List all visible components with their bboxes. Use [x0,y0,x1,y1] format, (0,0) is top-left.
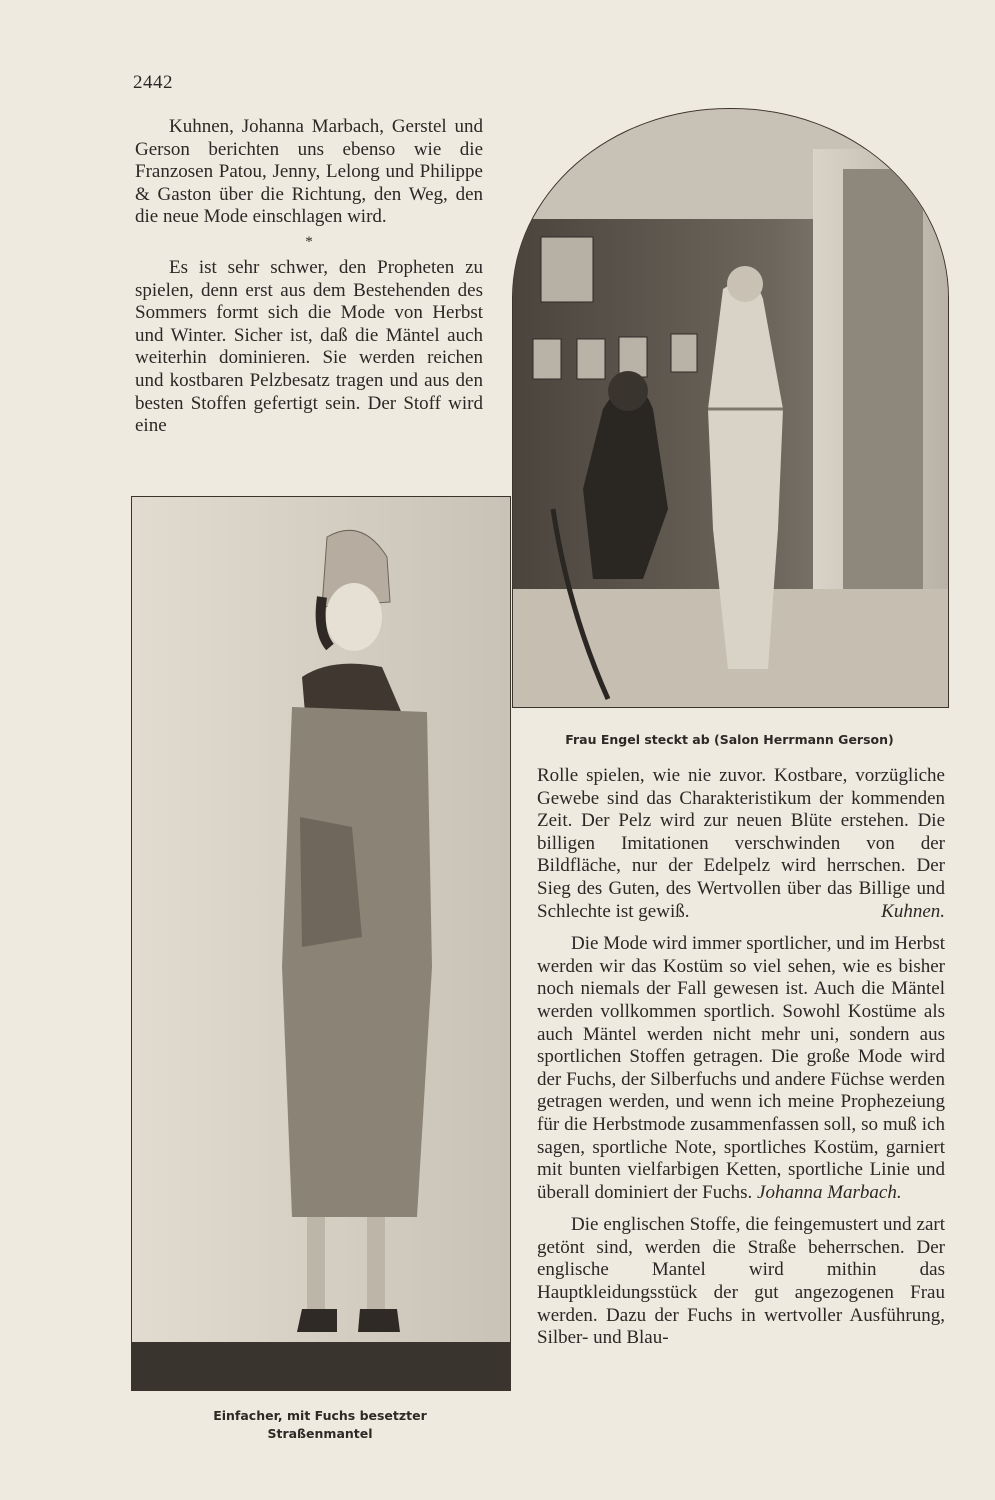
paragraph [537,765,945,923]
paragraph: Die englischen Stoffe, die feingemustert und zart getönt sind, werden die Straße beherrschen. Der englische Mantel wird mithin das Hauptkleidungsstück der gut angezogenen Frau werden. Dazu der Fuchs in wertvoller Ausführung, Silber- und Blau- [537,1214,945,1349]
photo-caption-bottom [131,1407,509,1443]
paragraph: Es ist sehr schwer, den Propheten zu spielen, denn erst aus dem Bestehenden des Sommers formt sich die Mode von Herbst und Winter. Sicher ist, daß die Mäntel auch weiterhin dominieren. Sie werden reichen und kostbaren Pelzbesatz tragen und aus den besten Stoffen gefertigt sein. Der Stoff wird eine [135,256,483,437]
author-signature: Johanna Marbach. [757,1181,902,1203]
caption-line: Einfacher, mit Fuchs besetzter [213,1408,427,1423]
photo-caption-top: Frau Engel steckt ab (Salon Herrmann Gerson) [565,732,894,747]
author-signature: Kuhnen. [881,900,945,922]
caption-line: Straßenmantel [267,1426,373,1441]
photo-woman-fur-coat [131,496,511,1391]
page-number: 2442 [133,72,173,93]
paragraph-text: Die Mode wird immer sportlicher, und im Herbst werden wir das Kostüm so viel sehen, wie es bisher noch niemals der Fall gewesen ist. Auch die Mäntel werden vollkommen sportlich. Sowohl Kostüme als auch Mäntel werden nicht mehr uni, sondern aus sportlichen Stoffen getragen. Die große Mode wird der Fuchs, der Silberfuchs und andere Füchse werden getragen werden, und wenn ich meine Prophezeiung für die Herbstmode zusammenfassen soll, so muß ich sagen, sportliche Note, sportliches Kostüm, garniert mit bunten vielfarbigen Ketten, sportliche Linie und überall dominiert der Fuchs. [537,933,945,1203]
paragraph: Kuhnen, Johanna Marbach, Gerstel und Gerson berichten uns ebenso wie die Franzosen Patou, Jenny, Lelong und Philippe & Gaston über die Richtung, den Weg, den die neue Mode einschlagen wird. [135,116,483,228]
paragraph-text: Rolle spielen, wie nie zuvor. Kostbare, vorzügliche Gewebe sind das Charakteristikum der kommenden Zeit. Der Pelz wird zur neuen Blüte erstehen. Die billigen Imitationen verschwinden von der Bildfläche, nur der Edelpelz wird herrschen. Der Sieg des Guten, des Wertvollen über das Billige und Schlechte ist gewiß. [537,765,945,922]
paragraph [537,933,945,1204]
left-text-column [135,116,483,438]
photo-fitting-salon [512,108,949,708]
section-separator: * [305,233,313,250]
right-text-column [537,765,945,1350]
